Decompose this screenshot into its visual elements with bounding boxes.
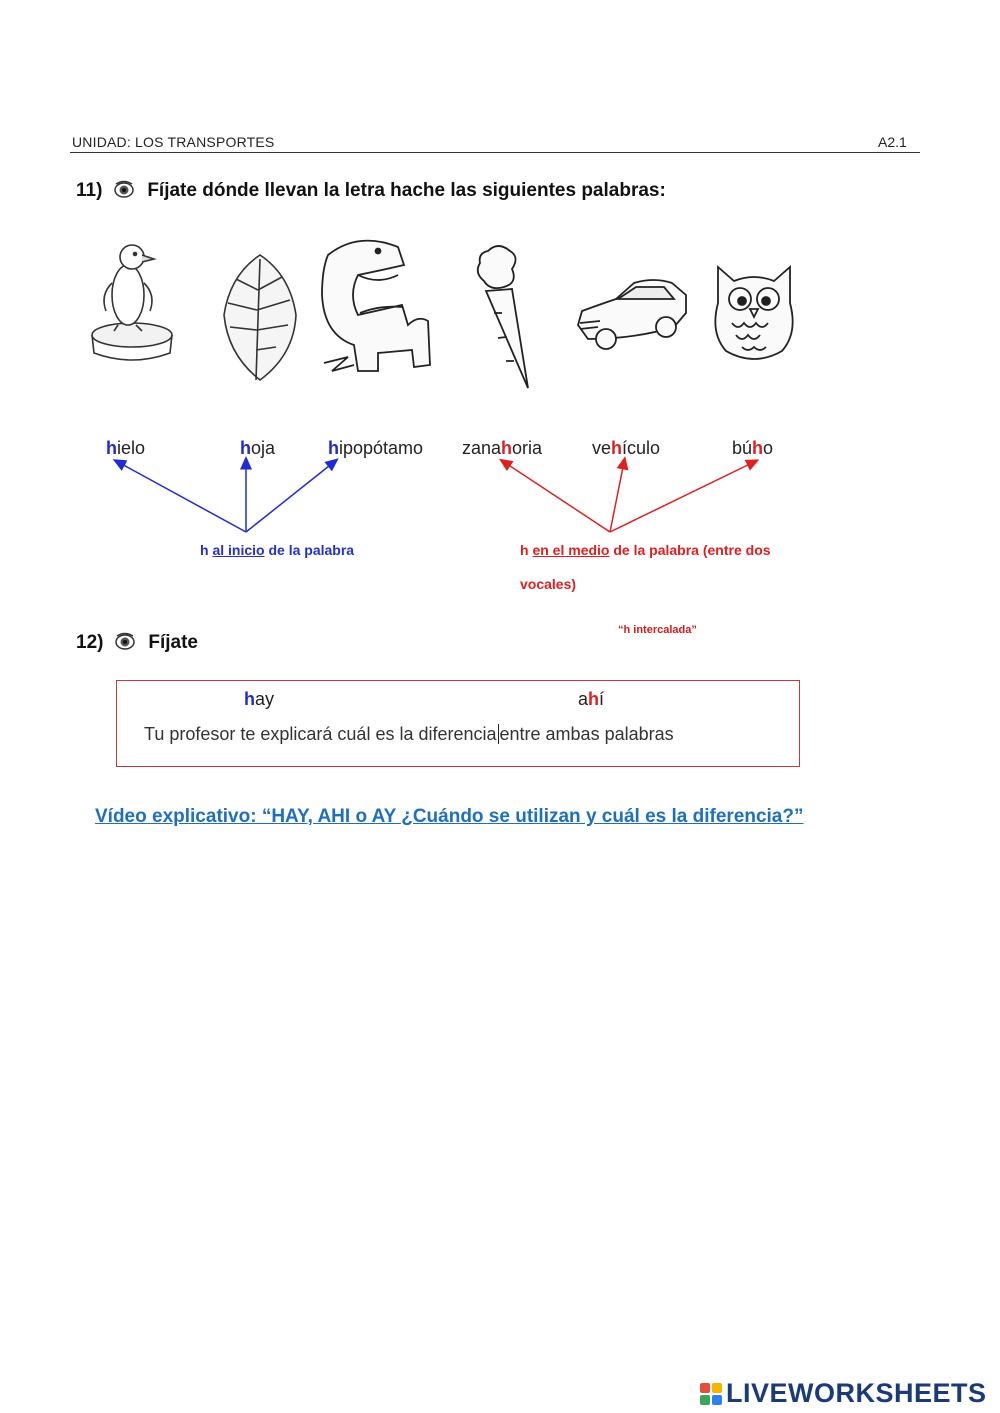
q12-title: Fíjate	[148, 632, 198, 653]
word-zanahoria: zanahoria	[462, 438, 543, 458]
arrows-layer	[0, 0, 1000, 560]
q12-heading	[76, 632, 198, 655]
word-ahi: ahí	[578, 689, 605, 709]
box-sentence: Tu profesor te explicará cuál es la diferencia entre ambas palabras	[144, 724, 674, 744]
label-h-start: h al inicio de la palabra	[200, 542, 355, 558]
word-vehiculo: vehículo	[592, 438, 661, 458]
blue-arrows	[118, 462, 334, 532]
text-cursor	[498, 724, 499, 744]
q12-number: 12)	[76, 632, 104, 653]
word-hoja: hoja	[240, 438, 276, 458]
word-buho: búho	[732, 438, 774, 458]
word-hielo: hielo	[106, 438, 146, 458]
q11-number: 11)	[76, 180, 103, 201]
red-arrows	[504, 462, 754, 532]
brand-text: LIVEWORKSHEETS	[726, 1378, 987, 1408]
eye-icon	[114, 632, 136, 655]
liveworksheets-logo	[700, 1378, 987, 1409]
label-h-middle: h en el medio de la palabra (entre dos vocales)	[520, 542, 771, 592]
note-h-intercalada: “h intercalada”	[618, 624, 697, 636]
word-hay: hay	[244, 689, 275, 709]
word-hipopotamo: hipopótamo	[328, 438, 424, 458]
level-label: A2.1	[878, 134, 907, 150]
video-link[interactable]: Vídeo explicativo: “HAY, AHI o AY ¿Cuándo se utilizan y cuál es la diferencia?”	[95, 806, 804, 827]
unit-title: UNIDAD: LOS TRANSPORTES	[72, 134, 275, 150]
brand-grid-icon	[700, 1383, 722, 1405]
q11-title: Fíjate dónde llevan la letra hache las siguientes palabras:	[147, 180, 666, 201]
